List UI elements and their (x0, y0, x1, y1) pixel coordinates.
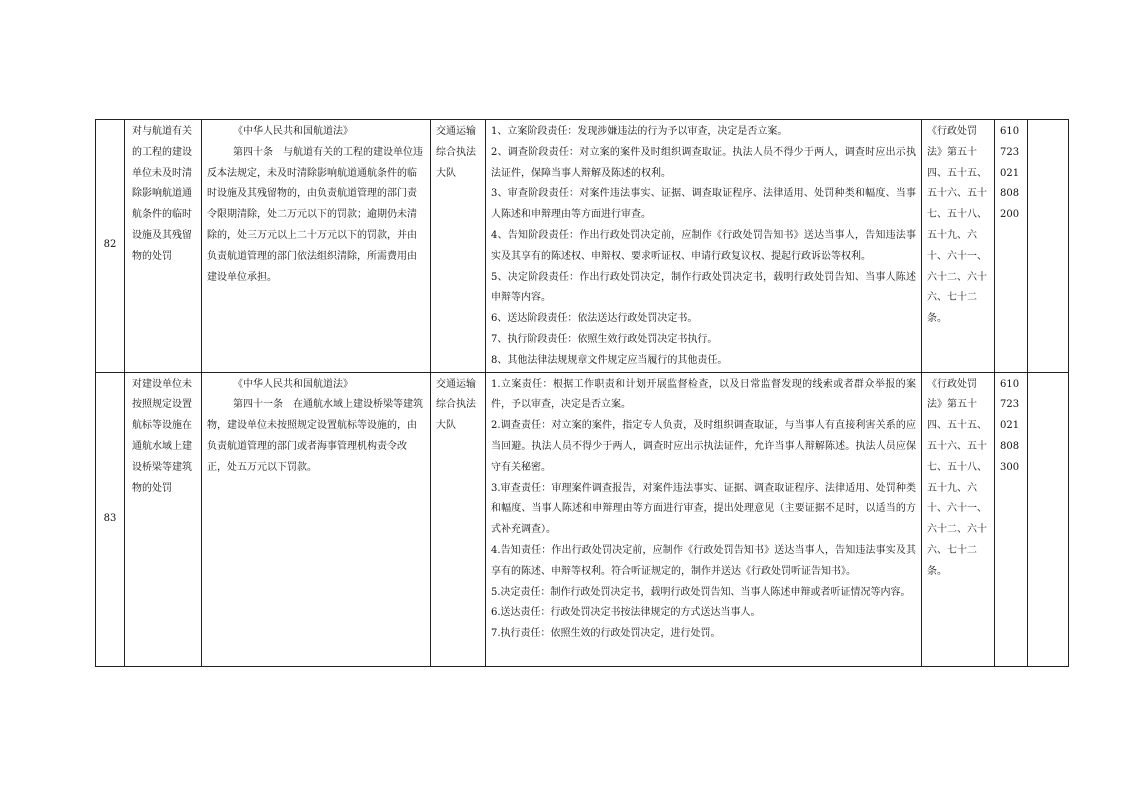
responsibility-item: 1.立案责任：根据工作职责和计划开展监督检查，以及日常监督发现的线索或者群众举报的案件，予以审查，决定是否立案。 (491, 378, 916, 411)
code-part: 808 (1000, 188, 1020, 200)
responsibility-item: 3.审查责任：审理案件调查报告，对案件违法事实、证据、调查取证程序、法律适用、处罚种类和幅度、当事人陈述和申辩理由等方面进行审查，提出处理意见（主要证据不足时，以适当的方式补充调查）。 (491, 482, 916, 536)
law-article: 第四十条 与航道有关的工程的建设单位违反本法规定，未及时清除影响航道通航条件的临时设施及其残留物的，由负责航道管理的部门责令限期清除，处二万元以下的罚款；逾期仍未清除的，处三万元以上二十万元以下的罚款，并由负责航道管理的部门依法组织清除，所需费用由建设单位承担。 (207, 146, 423, 283)
responsibility-item: 1、立案阶段责任：发现涉嫌违法的行为予以审查，决定是否立案。 (491, 126, 788, 137)
item-name: 对建设单位未按照规定设置航标等设施在通航水域上建设桥梁等建筑物的处罚 (125, 372, 202, 666)
law-title: 《中华人民共和国航道法》 (233, 126, 353, 137)
law-title: 《中华人民共和国航道法》 (233, 378, 353, 390)
code-part: 021 (1000, 420, 1020, 432)
responsibility-list (486, 120, 922, 373)
accountability-basis: 《行政处罚法》第五十四、五十五、五十六、五十七、五十八、五十九、六十、六十一、六十二、六十六、七十二条。 (922, 120, 995, 373)
responsibility-item: 7.执行责任：依照生效的行政处罚决定，进行处罚。 (491, 628, 721, 640)
code-part: 610 (1000, 126, 1020, 137)
responsibility-item: 8、其他法律法规规章文件规定应当履行的其他责任。 (491, 354, 728, 366)
row-number: 82 (96, 120, 125, 373)
code-part: 200 (1000, 209, 1020, 221)
legal-basis (202, 120, 431, 373)
enforcement-agency: 交通运输综合执法大队 (431, 120, 486, 373)
responsibility-item: 7、执行阶段责任：依照生效行政处罚决定书执行。 (491, 333, 718, 345)
responsibility-item: 6、送达阶段责任：依法送达行政处罚决定书。 (491, 313, 698, 325)
item-code (995, 120, 1028, 373)
legal-basis (202, 372, 431, 666)
responsibility-item: 3、审查阶段责任：对案件违法事实、证据、调查取证程序、法律适用、处罚种类和幅度、当事人陈述和申辩理由等方面进行审查。 (491, 188, 916, 221)
table-row (96, 120, 1069, 373)
responsibility-item: 4.告知责任：作出行政处罚决定前，应制作《行政处罚告知书》送达当事人，告知违法事实及其享有的陈述、申辩等权利。符合听证规定的，制作并送达《行政处罚听证告知书》。 (491, 544, 916, 577)
responsibility-item: 2、调查阶段责任：对立案的案件及时组织调查取证。执法人员不得少于两人，调查时应出示执法证件，保障当事人辩解及陈述的权利。 (491, 146, 916, 179)
responsibility-item: 5、决定阶段责任：作出行政处罚决定，制作行政处罚决定书，载明行政处罚告知、当事人陈述申辩等内容。 (491, 271, 916, 304)
code-part: 808 (1000, 440, 1020, 452)
item-code (995, 372, 1028, 666)
remarks-cell (1028, 372, 1069, 666)
responsibility-item: 4、告知阶段责任：作出行政处罚决定前，应制作《行政处罚告知书》送达当事人，告知违法事实及其享有的陈述权、申辩权、要求听证权、申请行政复议权、提起行政诉讼等权利。 (491, 229, 916, 262)
row-number: 83 (96, 372, 125, 666)
authority-table (95, 119, 1069, 667)
accountability-basis: 《行政处罚法》第五十四、五十五、五十六、五十七、五十八、五十九、六十、六十一、六十二、六十六、七十二条。 (922, 372, 995, 666)
remarks-cell (1028, 120, 1069, 373)
code-part: 300 (1000, 461, 1020, 473)
code-part: 610 (1000, 378, 1020, 390)
item-name: 对与航道有关的工程的建设单位未及时清除影响航道通航条件的临时设施及其残留物的处罚 (125, 120, 202, 373)
table-row (96, 372, 1069, 666)
code-part: 723 (1000, 146, 1020, 158)
responsibility-item: 5.决定责任：制作行政处罚决定书，载明行政处罚告知、当事人陈述申辩或者听证情况等内容。 (491, 586, 911, 598)
enforcement-agency: 交通运输综合执法大队 (431, 372, 486, 666)
code-part: 723 (1000, 399, 1020, 411)
responsibility-item: 6.送达责任：行政处罚决定书按法律规定的方式送达当事人。 (491, 607, 761, 619)
responsibility-item: 2.调查责任：对立案的案件，指定专人负责，及时组织调查取证，与当事人有直接利害关系的应当回避。执法人员不得少于两人，调查时应出示执法证件，允许当事人辩解陈述。执法人员应保守有关秘密。 (491, 420, 916, 473)
responsibility-list (486, 372, 922, 666)
code-part: 021 (1000, 167, 1020, 179)
law-article: 第四十一条 在通航水域上建设桥梁等建筑物，建设单位未按照规定设置航标等设施的，由负责航道管理的部门或者海事管理机构责令改正，处五万元以下罚款。 (207, 399, 423, 473)
